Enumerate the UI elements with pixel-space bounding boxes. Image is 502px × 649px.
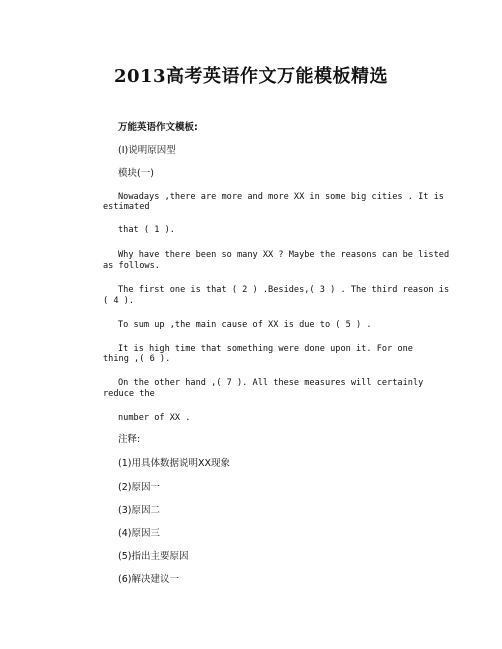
body-line-1-wrap: estimated — [103, 202, 150, 212]
note-2: (2)原因一 — [118, 482, 160, 493]
template-heading: 万能英语作文模板: — [118, 122, 198, 133]
template-label: 模块(一) — [118, 168, 154, 179]
body-line-4: The first one is that ( 2 ) .Besides,( 3 ) . The third reason is — [118, 285, 450, 295]
page-title: 2013高考英语作文万能模板精选 — [113, 66, 389, 87]
body-line-8: number of XX . — [118, 413, 191, 423]
body-line-7-wrap: reduce the — [103, 389, 155, 399]
body-line-6-wrap: thing ,( 6 ). — [103, 354, 171, 364]
note-4: (4)原因三 — [118, 528, 160, 539]
body-line-2: that ( 1 ). — [118, 225, 175, 235]
note-3: (3)原因二 — [118, 505, 160, 516]
note-6: (6)解决建议一 — [118, 574, 179, 585]
body-line-1: Nowadays ,there are more and more XX in some big cities . It is — [118, 192, 444, 202]
body-line-7: On the other hand ,( 7 ). All these measures will certainly — [118, 378, 424, 388]
body-line-6: It is high time that something were done upon it. For one — [118, 344, 413, 354]
body-line-5: To sum up ,the main cause of XX is due to ( 5 ) . — [118, 320, 372, 330]
body-line-4-wrap: ( 4 ). — [103, 296, 135, 306]
note-5: (5)指出主要原因 — [118, 551, 189, 562]
section-label: (I)说明原因型 — [118, 145, 176, 156]
body-line-3-wrap: as follows. — [103, 261, 160, 271]
notes-label: 注释: — [118, 434, 141, 445]
note-1: (1)用具体数据说明XX现象 — [118, 458, 230, 469]
body-line-3: Why have there been so many XX ? Maybe the reasons can be listed — [118, 250, 450, 260]
